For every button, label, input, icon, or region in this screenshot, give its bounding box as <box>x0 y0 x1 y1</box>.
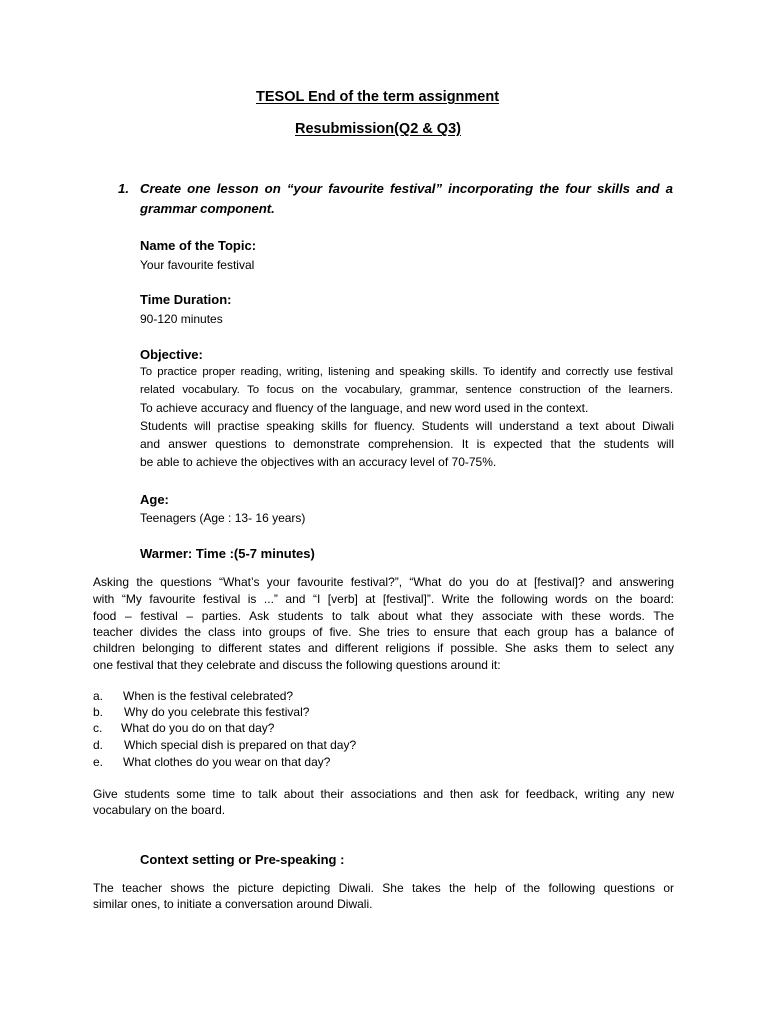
objective-line: To practice proper reading, writing, listening and speaking skills. To identify and correctly use festival <box>140 366 673 378</box>
topic-value: Your favourite festival <box>140 258 255 272</box>
question-line: Create one lesson on “your favourite festival” incorporating the four skills and a <box>140 181 673 196</box>
topic-heading: Name of the Topic: <box>140 238 257 253</box>
list-item-letter: d. <box>93 738 104 752</box>
objective-line: be able to achieve the objectives with an accuracy level of 70-75%. <box>140 455 497 469</box>
warmer-heading: Warmer: Time :(5-7 minutes) <box>140 546 315 561</box>
feedback-line: Give students some time to talk about their associations and then ask for feedback, writing any new <box>93 787 674 801</box>
list-item-text: When is the festival celebrated? <box>123 689 294 703</box>
list-item-letter: c. <box>93 721 103 735</box>
objective-line: related vocabulary. To focus on the vocabulary, grammar, sentence construction of the learners. <box>140 384 673 396</box>
objective-line: and answer questions to demonstrate comprehension. It is expected that the students will <box>140 437 674 451</box>
list-item-text: What clothes do you wear on that day? <box>123 755 331 769</box>
age-value: Teenagers (Age : 13- 16 years) <box>140 511 306 525</box>
warmer-line: food – festival – parties. Ask students to talk about what they associate with these words. The <box>93 609 674 623</box>
objective-line: Students will practise speaking skills for fluency. Students will understand a text about Diwali <box>140 419 674 433</box>
warmer-line: one festival that they celebrate and discuss the following questions around it: <box>93 658 501 672</box>
warmer-line: children belonging to different states and different religions if possible. She asks them to select any <box>93 641 674 655</box>
objective-line: To achieve accuracy and fluency of the language, and new word used in the context. <box>140 401 589 415</box>
context-line: similar ones, to initiate a conversation around Diwali. <box>93 897 373 911</box>
list-item-letter: a. <box>93 689 104 703</box>
context-heading: Context setting or Pre-speaking : <box>140 852 345 867</box>
list-item-text: Why do you celebrate this festival? <box>124 705 310 719</box>
question-line: grammar component. <box>140 201 275 216</box>
question-number: 1. <box>118 181 129 196</box>
list-item-text: What do you do on that day? <box>121 721 275 735</box>
objective-heading: Objective: <box>140 347 203 362</box>
warmer-line: Asking the questions “What’s your favourite festival?”, “What do you do at [festival]? and answering <box>93 575 674 589</box>
duration-heading: Time Duration: <box>140 292 232 307</box>
warmer-line: teacher divides the class into groups of five. She tries to ensure that each group has a balance of <box>93 625 674 639</box>
warmer-line: with “My favourite festival is ...” and “I [verb] at [festival]”. Write the following words on the board: <box>93 592 674 606</box>
document-subtitle: Resubmission(Q2 & Q3) <box>295 121 461 137</box>
context-line: The teacher shows the picture depicting Diwali. She takes the help of the following questions or <box>93 881 674 895</box>
duration-value: 90-120 minutes <box>140 312 223 326</box>
feedback-line: vocabulary on the board. <box>93 803 226 817</box>
list-item-letter: b. <box>93 705 104 719</box>
list-item-text: Which special dish is prepared on that day? <box>124 738 357 752</box>
document-title: TESOL End of the term assignment <box>256 89 500 105</box>
list-item-letter: e. <box>93 755 104 769</box>
age-heading: Age: <box>140 492 169 507</box>
